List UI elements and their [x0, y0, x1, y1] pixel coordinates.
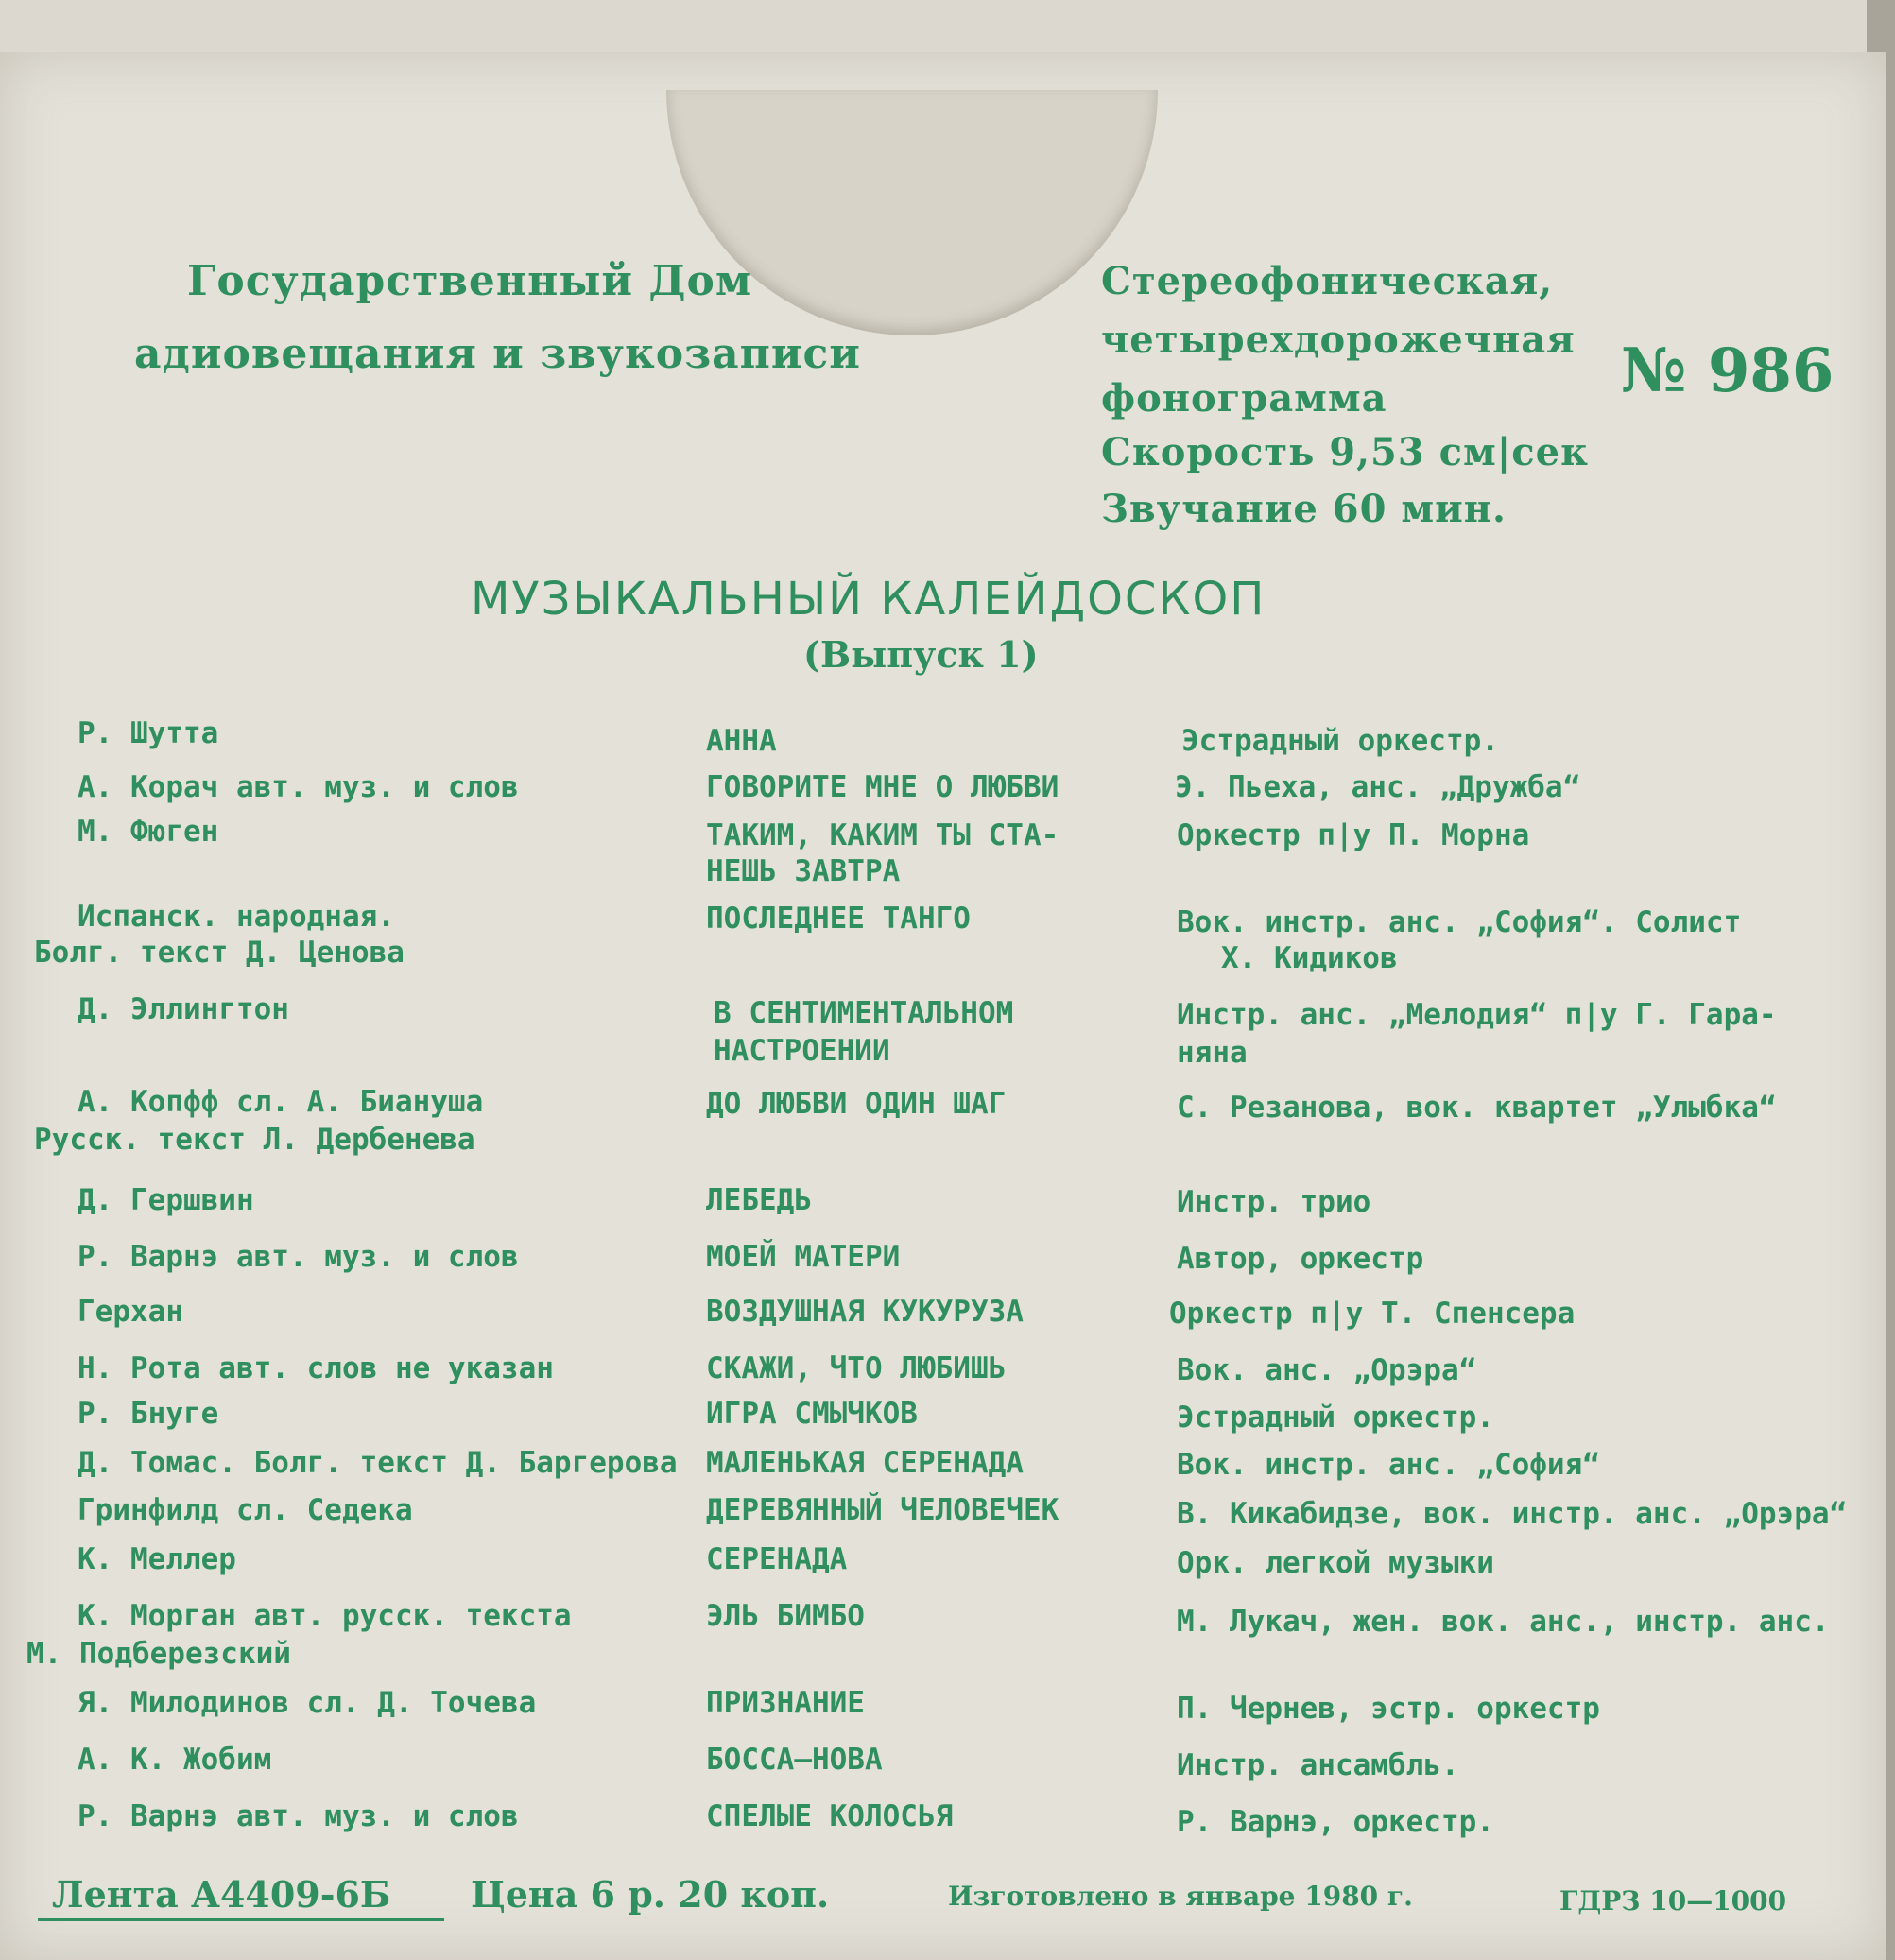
track-title: ДО ЛЮБВИ ОДИН ШАГ — [706, 1087, 1007, 1121]
track-author: Н. Рота авт. слов не указан — [78, 1351, 554, 1385]
track-author: Герхан — [78, 1295, 183, 1329]
track-title: АННА — [706, 724, 777, 758]
track-author: Я. Милодинов сл. Д. Точева — [78, 1686, 537, 1720]
track-author-cont: Болг. текст Д. Ценова — [34, 936, 405, 970]
track-author: Д. Эллингтон — [78, 992, 289, 1026]
track-title: ГОВОРИТЕ МНЕ О ЛЮБВИ — [706, 770, 1059, 804]
track-performer: Автор, оркестр — [1177, 1242, 1424, 1276]
track-performer: Инстр. ансамбль. — [1177, 1748, 1459, 1782]
track-performer: Оркестр п|у П. Морна — [1177, 818, 1530, 852]
publisher-line-2: адиовещания и звукозаписи — [134, 330, 861, 378]
box-lid-edge — [0, 0, 1867, 59]
track-performer: Инстр. трио — [1177, 1185, 1371, 1219]
track-title: МАЛЕНЬКАЯ СЕРЕНАДА — [706, 1446, 1024, 1480]
format-line-1: Стереофоническая, — [1101, 259, 1554, 303]
track-author: Д. Гершвин — [78, 1183, 254, 1217]
track-title: СКАЖИ, ЧТО ЛЮБИШЬ — [706, 1351, 1007, 1385]
track-title: ТАКИМ, КАКИМ ТЫ СТА- — [706, 818, 1059, 852]
track-author: А. Копфф сл. А. Биануша — [78, 1085, 484, 1119]
track-performer-cont: Х. Кидиков — [1221, 941, 1398, 975]
track-author: Д. Томас. Болг. текст Д. Баргерова — [78, 1446, 678, 1480]
track-performer: Инстр. анс. „Мелодия“ п|у Г. Гара- — [1177, 998, 1777, 1032]
album-subtitle: (Выпуск 1) — [803, 633, 1039, 676]
track-performer: Эстрадный оркестр. — [1177, 1401, 1494, 1435]
track-performer: Вок. анс. „Орэра“ — [1177, 1353, 1477, 1387]
duration-line: Звучание 60 мин. — [1101, 487, 1507, 531]
track-performer: Э. Пьеха, анс. „Дружба“ — [1175, 770, 1581, 804]
track-performer: Р. Варнэ, оркестр. — [1177, 1805, 1494, 1839]
track-title: ЭЛЬ БИМБО — [706, 1599, 865, 1633]
track-performer: М. Лукач, жен. вок. анс., инстр. анс. — [1177, 1605, 1830, 1639]
track-author: Р. Варнэ авт. муз. и слов — [78, 1240, 519, 1274]
track-author-cont: Русск. текст Л. Дербенева — [34, 1123, 475, 1157]
track-author-cont: М. Подберезский — [26, 1637, 291, 1671]
track-performer: Эстрадный оркестр. — [1181, 724, 1499, 758]
track-author: Испанск. народная. — [78, 900, 395, 934]
track-title: МОЕЙ МАТЕРИ — [706, 1240, 901, 1274]
track-author: М. Фюген — [78, 815, 219, 849]
manufacture-date: Изготовлено в январе 1980 г. — [948, 1881, 1413, 1912]
track-author: Гринфилд сл. Седека — [78, 1493, 413, 1527]
track-title: СЕРЕНАДА — [706, 1542, 848, 1576]
track-author: Р. Варнэ авт. муз. и слов — [78, 1799, 519, 1833]
track-title: ПОСЛЕДНЕЕ ТАНГО — [706, 902, 971, 936]
track-performer-cont: няна — [1177, 1036, 1248, 1070]
track-author: Р. Шутта — [78, 716, 219, 750]
track-title: ИГРА СМЫЧКОВ — [706, 1397, 918, 1431]
publisher-line-1: Государственный Дом — [187, 257, 753, 305]
tape-underline — [38, 1918, 444, 1921]
price: Цена 6 р. 20 коп. — [471, 1873, 830, 1916]
track-title: ДЕРЕВЯННЫЙ ЧЕЛОВЕЧЕК — [706, 1493, 1059, 1527]
track-performer: Оркестр п|у Т. Спенсера — [1169, 1297, 1576, 1331]
album-title: МУЗЫКАЛЬНЫЙ КАЛЕЙДОСКОП — [471, 573, 1266, 626]
track-performer: В. Кикабидзе, вок. инстр. анс. „Орэра“ — [1177, 1497, 1848, 1531]
track-title: В СЕНТИМЕНТАЛЬНОМ — [714, 996, 1014, 1030]
track-author: А. Корач авт. муз. и слов — [78, 770, 519, 804]
gdrz-code: ГДРЗ 10—1000 — [1559, 1885, 1787, 1917]
track-title: ЛЕБЕДЬ — [706, 1183, 812, 1217]
catalog-number: № 986 — [1621, 335, 1835, 406]
track-title: ПРИЗНАНИЕ — [706, 1686, 865, 1720]
track-title-cont: НАСТРОЕНИИ — [714, 1034, 890, 1068]
track-performer: С. Резанова, вок. квартет „Улыбка“ — [1177, 1091, 1777, 1125]
track-title: ВОЗДУШНАЯ КУКУРУЗА — [706, 1295, 1024, 1329]
track-title: СПЕЛЫЕ КОЛОСЬЯ — [706, 1799, 954, 1833]
format-line-3: фонограмма — [1101, 376, 1387, 421]
track-performer: Вок. инстр. анс. „София“. Солист — [1177, 905, 1742, 939]
track-author: А. К. Жобим — [78, 1743, 272, 1777]
track-title-cont: НЕШЬ ЗАВТРА — [706, 854, 901, 888]
track-author: К. Меллер — [78, 1542, 236, 1576]
track-author: Р. Бнуге — [78, 1397, 219, 1431]
track-author: К. Морган авт. русск. текста — [78, 1599, 572, 1633]
format-line-2: четырехдорожечная — [1101, 318, 1576, 362]
track-performer: Вок. инстр. анс. „София“ — [1177, 1448, 1600, 1482]
speed-line: Скорость 9,53 см|сек — [1101, 430, 1589, 474]
tape-type: Лента А4409-6Б — [52, 1873, 391, 1916]
track-performer: Орк. легкой музыки — [1177, 1546, 1494, 1580]
track-performer: П. Чернев, эстр. оркестр — [1177, 1692, 1600, 1726]
track-title: БОССА—НОВА — [706, 1743, 883, 1777]
